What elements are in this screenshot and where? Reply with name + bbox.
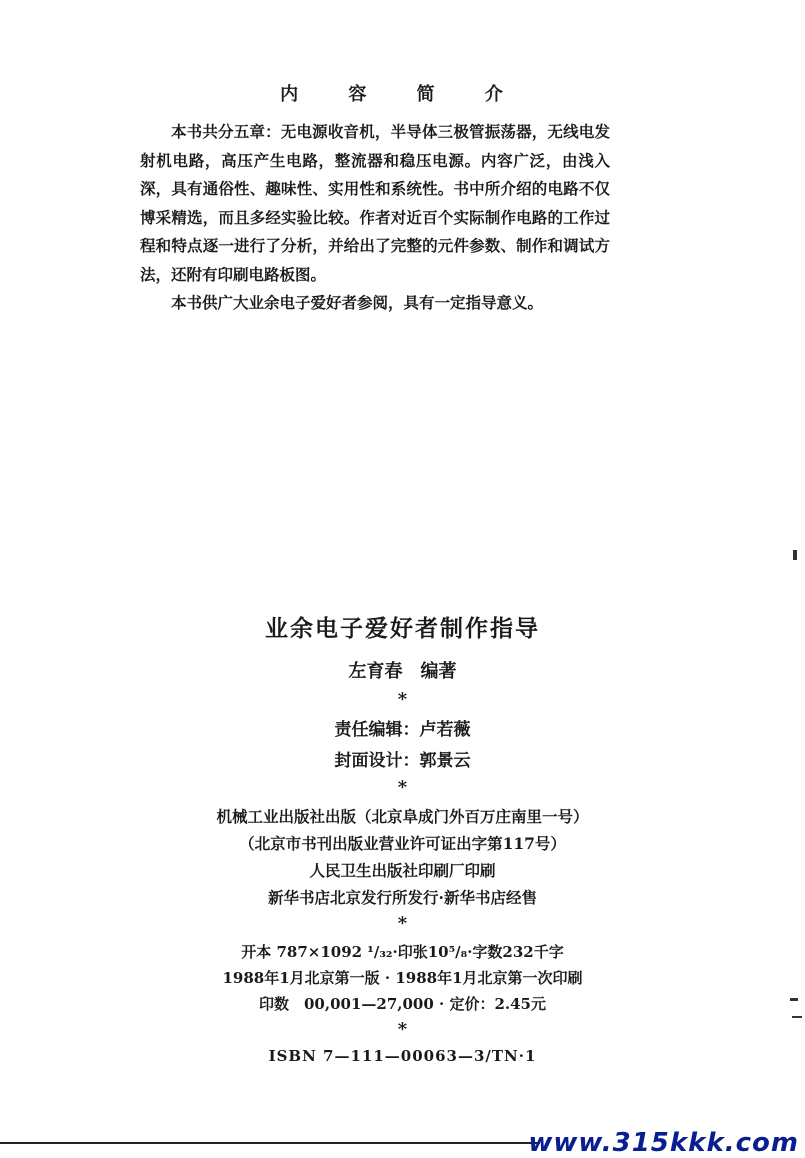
scan-speck — [793, 550, 797, 560]
summary-paragraph: 本书共分五章：无电源收音机，半导体三极管振荡器，无线电发射机电路，高压产生电路，整流器和稳压电源。内容广泛，由浅入深，具有通俗性、趣味性、实用性和系统性。书中所介绍的电路不仅博采精选，而且多经实验比较。作者对近百个实际制作电路的工作过程和特点逐一进行了分析，并给出了完整的元件参数、制作和调试方法，还附有印刷电路板图。 — [140, 122, 610, 284]
summary-title: 内 容 简 介 — [280, 84, 525, 105]
separator-star: * — [397, 1019, 408, 1040]
separator-star: * — [397, 913, 408, 934]
summary-paragraph: 本书供广大业余电子爱好者参阅，具有一定指导意义。 — [171, 293, 544, 312]
scan-speck — [790, 998, 798, 1001]
summary-body — [140, 118, 610, 318]
separator-star: * — [397, 689, 408, 710]
editor-line: 责任编辑：卢若薇 — [334, 720, 471, 740]
isbn-line: ISBN 7—111—00063—3/TN·1 — [268, 1047, 537, 1065]
footer-rule — [0, 1142, 540, 1144]
license-line: （北京市书刊出版业营业许可证出字第117号） — [239, 834, 566, 853]
publisher-line: 机械工业出版社出版（北京阜成门外百万庄南里一号） — [216, 807, 589, 826]
distributor-line: 新华书店北京发行所发行·新华书店经售 — [268, 888, 537, 907]
edition-line: 1988年1月北京第一版 · 1988年1月北京第一次印刷 — [222, 969, 583, 987]
printer-line: 人民卫生出版社印刷厂印刷 — [309, 861, 496, 880]
cover-design-line: 封面设计：郭景云 — [334, 751, 471, 771]
author-line: 左育春 编著 — [348, 661, 457, 682]
watermark-link[interactable]: www.315kkk.com — [528, 1128, 799, 1158]
separator-star: * — [397, 777, 408, 798]
colophon — [0, 610, 805, 1065]
format-line: 开本 787×1092 ¹/₃₂·印张10⁵/₈·字数232千字 — [241, 943, 564, 961]
book-title: 业余电子爱好者制作指导 — [265, 616, 540, 642]
print-run-line: 印数 00,001—27,000 · 定价：2.45元 — [258, 995, 546, 1013]
scan-speck — [792, 1016, 802, 1018]
